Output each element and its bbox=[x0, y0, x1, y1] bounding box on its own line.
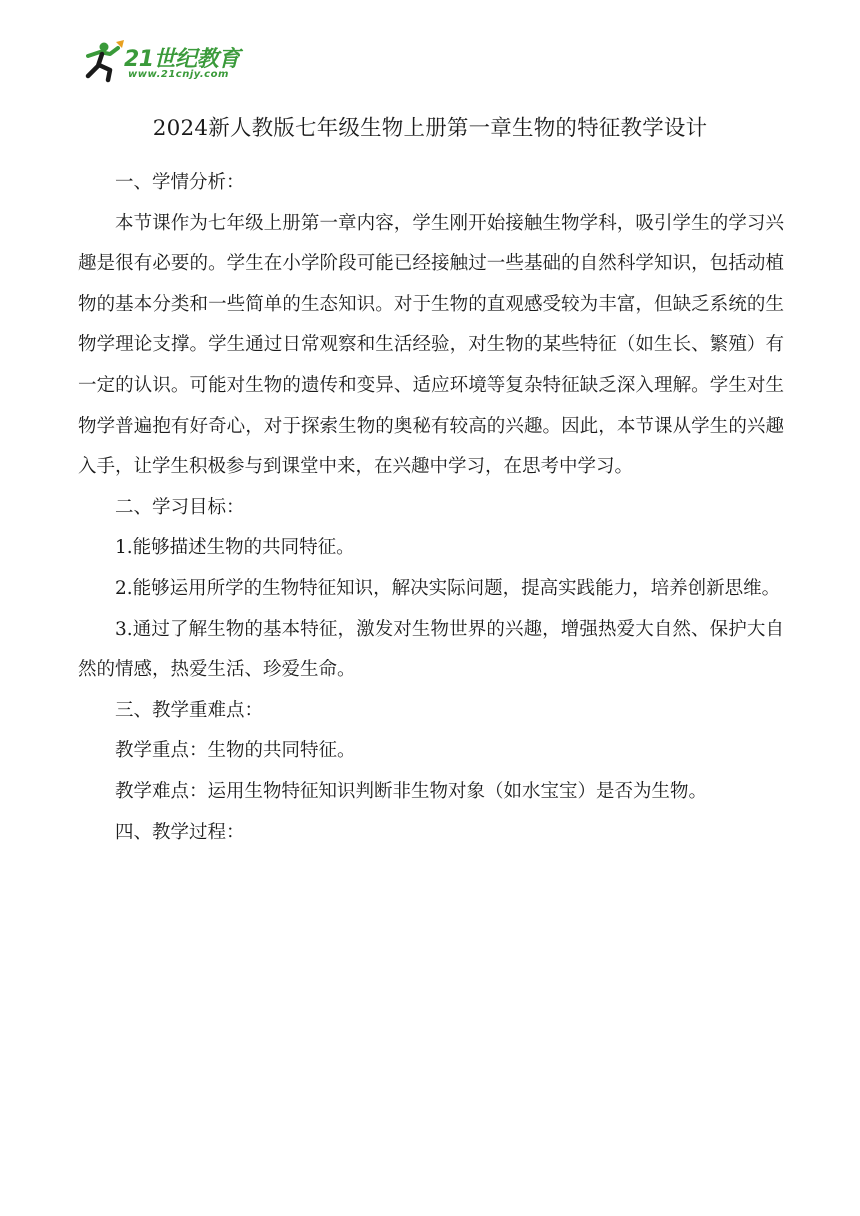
difficult-point: 教学难点：运用生物特征知识判断非生物对象（如水宝宝）是否为生物。 bbox=[115, 780, 708, 802]
goal-item-1: 1.能够描述生物的共同特征。 bbox=[115, 537, 355, 559]
section-heading-analysis: 一、学情分析： bbox=[115, 172, 245, 193]
site-logo bbox=[80, 38, 250, 86]
section-heading-goals: 二、学习目标： bbox=[115, 496, 245, 518]
section-heading-process: 四、教学过程： bbox=[115, 821, 245, 843]
goal-item-3: 3.通过了解生物的基本特征，激发对生物世界的兴趣，增强热爱大自然、保护大自然的情感，热爱生活、珍爱生命。 bbox=[78, 618, 784, 681]
document-body bbox=[78, 163, 784, 853]
analysis-paragraph: 本节课作为七年级上册第一章内容，学生刚开始接触生物学科，吸引学生的学习兴趣是很有必要的。学生在小学阶段可能已经接触过一些基础的自然科学知识，包括动植物的基本分类和一些简单的生态知识。对于生物的直观感受较为丰富，但缺乏系统的生物学理论支撑。学生通过日常观察和生活经验，对生物的某些特征（如生长、繁殖）有一定的认识。可能对生物的遗传和变异、适应环境等复杂特征缺乏深入理解。学生对生物学普遍抱有好奇心，对于探索生物的奥秘有较高的兴趣。因此，本节课从学生的兴趣入手，让学生积极参与到课堂中来，在兴趣中学习，在思考中学习。 bbox=[78, 212, 784, 478]
logo-text: 21世纪教育 bbox=[124, 47, 240, 72]
document-title: 2024新人教版七年级生物上册第一章生物的特征教学设计 bbox=[152, 116, 708, 141]
goal-item-2: 2.能够运用所学的生物特征知识，解决实际问题，提高实践能力，培养创新思维。 bbox=[115, 577, 781, 599]
key-point: 教学重点：生物的共同特征。 bbox=[115, 740, 356, 762]
logo-url: www.21cnjy.com bbox=[128, 69, 229, 80]
section-heading-key-points: 三、教学重难点： bbox=[115, 699, 264, 721]
runner-icon bbox=[88, 40, 124, 80]
